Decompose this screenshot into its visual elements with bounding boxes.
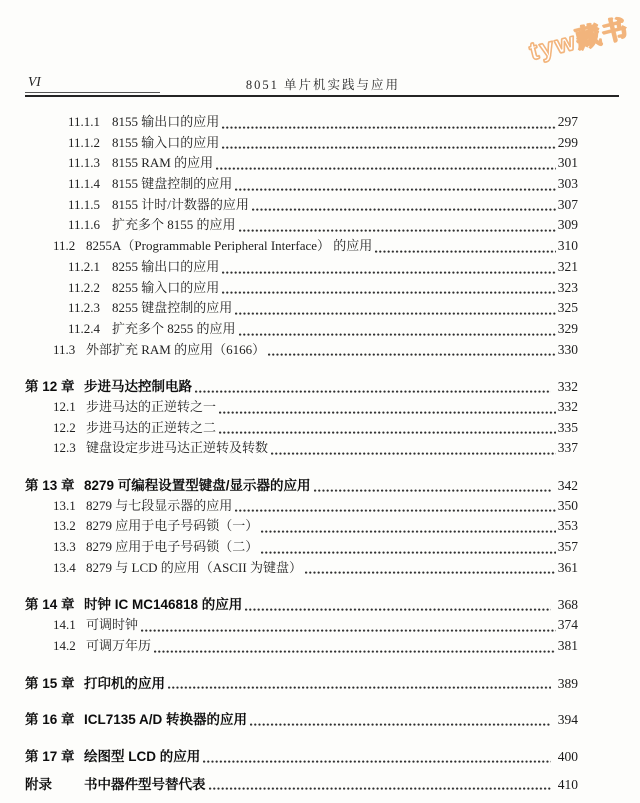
toc-entry-page: 303	[557, 176, 578, 192]
dot-leader	[195, 387, 551, 393]
toc-entry	[25, 152, 578, 173]
dot-leader	[375, 247, 555, 253]
toc-entry-title: 8279 应用于电子号码锁（二）	[86, 539, 259, 555]
toc-entry-title: 外部扩充 RAM 的应用（6166）	[86, 341, 266, 357]
dot-leader	[261, 527, 555, 533]
toc-entry-page: 329	[557, 320, 578, 336]
dot-leader	[245, 605, 550, 611]
toc-entry-title: 8155 输出口的应用	[112, 114, 220, 129]
toc-entry-page: 309	[557, 217, 578, 233]
dot-leader	[235, 185, 555, 191]
dot-leader	[250, 720, 551, 726]
toc-entry-number: 11.2.1	[68, 258, 101, 274]
toc-entry-page: 353	[557, 518, 578, 534]
folio-page-number: VI	[28, 74, 41, 89]
toc-entry-page: 342	[557, 478, 578, 493]
toc-entry-title: 8279 与 LCD 的应用（ASCII 为键盘）	[86, 559, 302, 575]
dot-leader	[222, 123, 555, 129]
toc-entry	[25, 495, 578, 516]
running-title: 8051 单片机实践与应用	[245, 78, 401, 92]
toc-entry	[25, 256, 578, 277]
toc-entry	[25, 708, 578, 729]
toc-list	[25, 111, 578, 793]
toc-entry-number: 11.1.3	[68, 155, 101, 171]
toc-entry-number: 第 13 章	[25, 478, 75, 493]
toc-entry	[25, 339, 578, 360]
toc-entry-page: 357	[557, 539, 578, 555]
toc-entry-page: 400	[557, 748, 578, 764]
toc-entry	[25, 417, 578, 438]
dot-leader	[222, 268, 555, 274]
toc-entry	[25, 536, 578, 557]
toc-entry	[25, 297, 578, 318]
toc-entry-title: 8255 键盘控制的应用	[112, 300, 233, 316]
toc-entry	[25, 111, 578, 132]
toc-entry-title: 8255 输出口的应用	[112, 258, 220, 274]
toc-entry	[25, 214, 578, 235]
dot-leader	[235, 506, 555, 512]
toc-entry-number: 第 14 章	[25, 597, 75, 613]
toc-entry-title: 8155 键盘控制的应用	[112, 176, 233, 192]
toc-entry	[25, 173, 578, 194]
header-rule	[25, 92, 619, 97]
dot-leader	[222, 143, 555, 149]
toc-entry-title: 8255 输入口的应用	[112, 279, 220, 295]
toc-entry-page: 330	[557, 341, 578, 357]
toc-entry-title: 步进马达的正逆转之一	[86, 398, 217, 414]
toc-entry-page: 325	[557, 300, 578, 316]
toc-entry-number: 13.4	[53, 559, 76, 575]
toc-entry	[25, 277, 578, 298]
toc-entry-title: 8155 输入口的应用	[112, 134, 220, 150]
toc-entry	[25, 515, 578, 536]
toc-entry-number: 11.2.4	[68, 320, 101, 336]
dot-leader	[219, 428, 556, 434]
toc-entry-page: 389	[557, 675, 578, 691]
page-header	[28, 74, 618, 92]
toc-entry-page: 301	[557, 155, 578, 171]
header-rule-line	[25, 95, 619, 97]
toc-entry	[25, 375, 578, 396]
dot-leader	[203, 757, 551, 763]
toc-entry-page: 350	[557, 497, 578, 513]
toc-entry-page: 310	[557, 238, 578, 254]
toc-entry-title: 8255A（Programmable Peripheral Interface） 的应用	[86, 238, 373, 254]
toc-entry	[25, 235, 578, 256]
toc-entry-title: 8279 与七段显示器的应用	[86, 497, 233, 513]
toc-entry-page: 394	[557, 712, 578, 728]
dot-leader	[305, 568, 556, 574]
toc-entry-number: 11.1.2	[68, 134, 101, 150]
toc-entry-title: 时钟 IC MC146818 的应用	[84, 597, 243, 613]
toc-entry-number: 11.1.1	[68, 114, 101, 129]
toc-entry	[25, 557, 578, 578]
toc-entry-number: 13.3	[53, 539, 76, 555]
toc-entry	[25, 437, 578, 458]
dot-leader	[235, 309, 555, 315]
toc-entry-number: 14.1	[53, 617, 76, 633]
dot-leader	[168, 683, 551, 689]
toc-entry-number: 11.3	[53, 341, 76, 357]
toc-entry-number: 11.1.4	[68, 176, 101, 192]
toc-entry-number: 11.2.3	[68, 300, 101, 316]
toc-entry-page: 361	[557, 559, 578, 575]
toc-entry-title: 扩充多个 8155 的应用	[112, 217, 236, 233]
toc-entry-title: 扩充多个 8255 的应用	[112, 320, 236, 336]
toc-entry-number: 12.3	[53, 440, 76, 456]
toc-entry	[25, 132, 578, 153]
dot-leader	[268, 350, 556, 356]
dot-leader	[271, 449, 556, 455]
toc-entry-title: 8155 RAM 的应用	[112, 155, 214, 171]
toc-entry-title: 打印机的应用	[84, 675, 165, 691]
toc-entry-title: 可调万年历	[86, 637, 152, 653]
toc-entry-number: 第 15 章	[25, 675, 75, 691]
toc-entry	[25, 672, 578, 693]
toc-entry-page: 299	[557, 134, 578, 150]
header-rule-segment	[25, 92, 160, 93]
dot-leader	[219, 408, 556, 414]
toc-entry	[25, 474, 578, 495]
dot-leader	[252, 205, 556, 211]
toc-entry	[25, 318, 578, 339]
dot-leader	[314, 486, 551, 492]
toc-entry	[25, 593, 578, 614]
toc-entry	[25, 773, 578, 794]
dot-leader	[239, 226, 556, 232]
toc-entry-page: 381	[557, 637, 578, 653]
toc-entry-number: 附录	[25, 776, 52, 792]
dot-leader	[209, 784, 551, 790]
toc-entry-page: 332	[557, 379, 578, 395]
toc-entry-title: 键盘设定步进马达正逆转及转数	[86, 440, 269, 456]
toc-entry-title: 8155 计时/计数器的应用	[112, 196, 249, 212]
dot-leader	[261, 548, 555, 554]
dot-leader	[222, 288, 555, 294]
toc-entry-page: 297	[557, 114, 578, 129]
toc-entry-title: 步进马达的正逆转之二	[86, 419, 217, 435]
toc-entry-number: 第 17 章	[25, 748, 75, 764]
toc-entry-title: 8279 应用于电子号码锁（一）	[86, 518, 259, 534]
toc-entry-title: 步进马达控制电路	[84, 379, 192, 395]
toc-entry-number: 第 16 章	[25, 712, 75, 728]
toc-entry-page: 335	[557, 419, 578, 435]
toc-entry-number: 14.2	[53, 637, 76, 653]
toc-entry	[25, 614, 578, 635]
toc-entry-number: 11.1.6	[68, 217, 101, 233]
dot-leader	[239, 330, 556, 336]
toc-entry-number: 13.2	[53, 518, 76, 534]
toc-entry-number: 11.2	[53, 238, 76, 254]
toc-entry-title: 书中器件型号替代表	[84, 776, 206, 792]
toc-entry-title: 可调时钟	[86, 617, 139, 633]
toc-entry-page: 332	[557, 398, 578, 414]
toc-entry-title: 8279 可编程设置型键盘/显示器的应用	[84, 478, 311, 493]
toc-entry-page: 368	[557, 597, 578, 613]
toc-entry-page: 410	[557, 776, 578, 792]
toc-entry-number: 11.2.2	[68, 279, 101, 295]
toc-entry-page: 337	[557, 440, 578, 456]
dot-leader	[216, 164, 556, 170]
toc-entry-number: 12.2	[53, 419, 76, 435]
toc-entry-number: 11.1.5	[68, 196, 101, 212]
toc-entry	[25, 745, 578, 766]
toc-entry-number: 12.1	[53, 398, 76, 414]
toc-entry-page: 321	[557, 258, 578, 274]
toc-entry-page: 307	[557, 196, 578, 212]
collector-watermark: tyw藏书	[526, 14, 633, 66]
toc-entry-title: 绘图型 LCD 的应用	[84, 748, 201, 764]
toc-entry-page: 323	[557, 279, 578, 295]
toc-entry-number: 13.1	[53, 497, 76, 513]
toc-entry-page: 374	[557, 617, 578, 633]
toc-entry	[25, 194, 578, 215]
toc-entry	[25, 635, 578, 656]
dot-leader	[154, 647, 556, 653]
toc-entry-title: ICL7135 A/D 转换器的应用	[84, 712, 248, 728]
toc-entry	[25, 396, 578, 417]
toc-entry-number: 第 12 章	[25, 379, 75, 395]
dot-leader	[141, 626, 556, 632]
